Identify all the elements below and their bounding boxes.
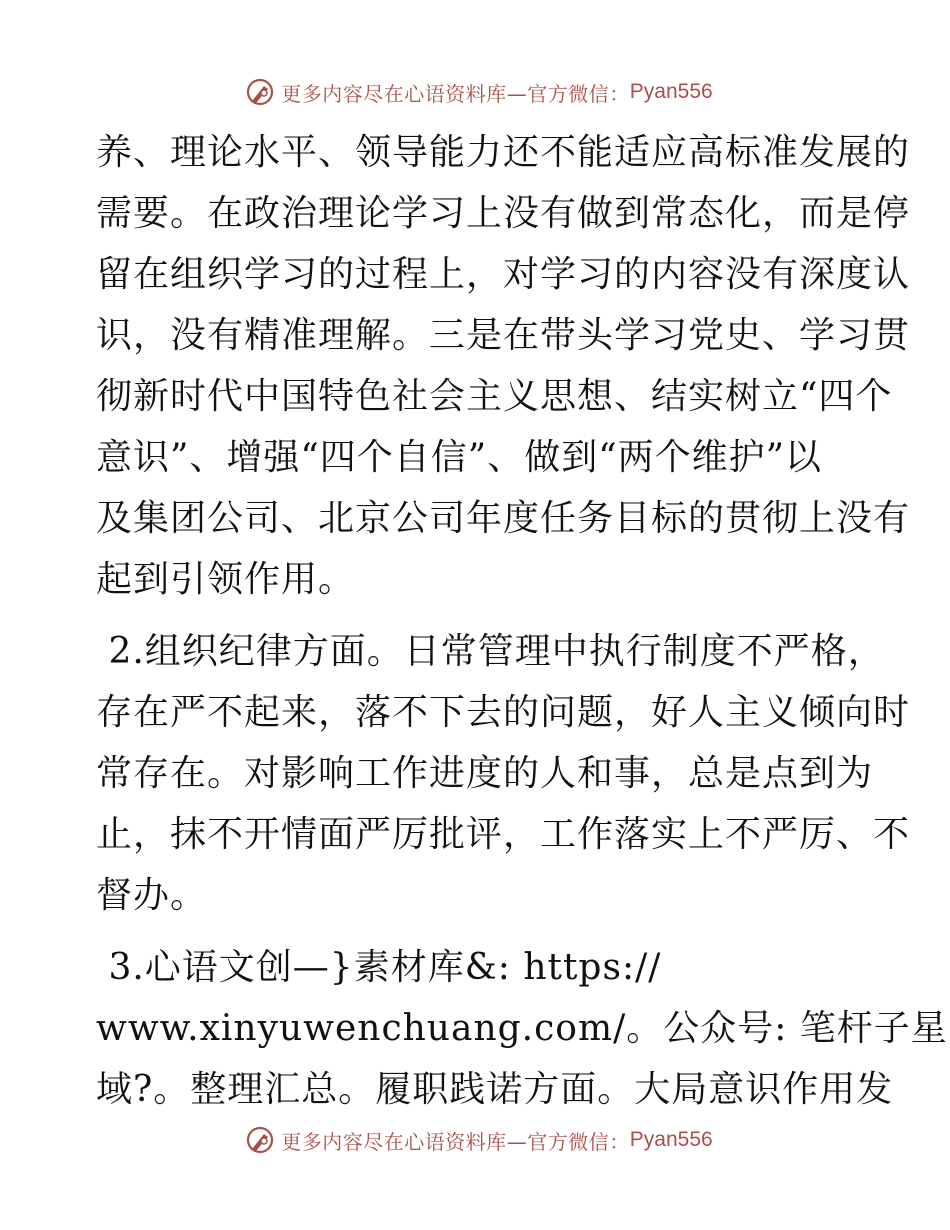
text-line: 2.组织纪律方面。日常管理中执行制度不严格，: [96, 631, 885, 672]
text-line: 需要。在政治理论学习上没有做到常态化，而是停: [96, 193, 911, 234]
text-line: 彻新时代中国特色社会主义思想、结实树立“四个: [96, 376, 893, 417]
text-line: 督办。: [96, 875, 208, 916]
text-line: 域?。整理汇总。履职践诺方面。大局意识作用发: [96, 1069, 894, 1110]
text-line: 存在严不起来，落不下去的问题，好人主义倾向时: [96, 692, 911, 733]
header-watermark-text: 更多内容尽在心语资料库—官方微信：: [281, 81, 630, 106]
footer-watermark: [0, 1120, 950, 1160]
text-line: 意识”、增强“四个自信”、做到“两个维护”以: [96, 437, 823, 478]
text-line: 养、理论水平、领导能力还不能适应高标准发展的: [96, 132, 911, 173]
text-line: www.xinyuwenchuang.com/。公众号: 笔杆子星: [96, 1008, 948, 1049]
paragraph-3: [96, 937, 948, 1120]
text-line: 识，没有精准理解。三是在带头学习党史、学习贯: [96, 315, 911, 356]
text-line: 起到引领作用。: [96, 559, 356, 600]
paragraph-2: [96, 621, 911, 926]
text-line: 留在组织学习的过程上，对学习的内容没有深度认: [96, 254, 911, 295]
text-line: 常存在。对影响工作进度的人和事，总是点到为: [96, 753, 874, 794]
text-line: 止，抹不开情面严厉批评，工作落实上不严厉、不: [96, 814, 911, 855]
paragraph-1: [96, 122, 911, 610]
header-wechat-id: Pyan556: [629, 80, 713, 103]
pen-logo-icon: [245, 1125, 275, 1155]
header-watermark: [0, 72, 950, 112]
text-line: 及集团公司、北京公司年度任务目标的贯彻上没有: [96, 498, 911, 539]
footer-wechat-id: Pyan556: [629, 1128, 713, 1151]
text-line: 3.心语文创—}素材库&: https://: [96, 947, 662, 988]
pen-logo-icon: [245, 77, 275, 107]
document-body: [96, 122, 948, 1120]
footer-watermark-text: 更多内容尽在心语资料库—官方微信：: [281, 1129, 630, 1154]
